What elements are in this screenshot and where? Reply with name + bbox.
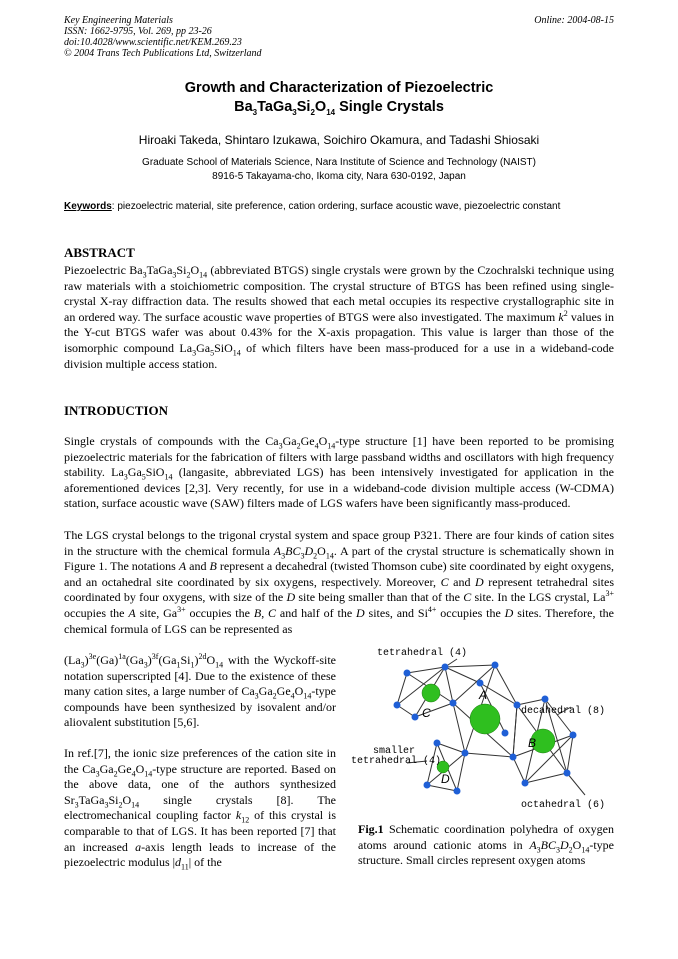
keywords — [64, 200, 614, 213]
introduction-paragraph-1: Single crystals of compounds with the $Ca_3Ga_2Ge_4O_{14}$-type structure [1] have been reported to be promising piezoelectric materials for the fabrication of filters with large passband widths and oscillators with high frequency stability. $La_3Ga_5SiO_{14}$ (langasite, abbreviated LGS) has been intensively investigated for application in the aforementioned devices [2,3]. Very recently, for use in a wideband-code division multiple access (W-CDMA) station, surface acoustic wave (SAW) filters made of LGS wafers have been significantly mass-produced. — [64, 434, 615, 511]
column-paragraph-2: In ref.[7], the ionic size preferences of the cation site in the $Ca_3Ga_2Ge_4O_{14}$-type structure are reported. Based on the above data, one of the authors synthesized $Sr_3TaGa_3Si_2O_{14}$ single crystals [8]. The electromechanical coupling factor $k_{12}$ of this crystal is comparable to that of LGS. It has been reported [7] that an increased a-axis length leads to increase of the piezoelectric modulus $|d_{11}|$ of the — [64, 746, 337, 872]
introduction-paragraph-2: The LGS crystal belongs to the trigonal crystal system and space group P321. There are four kinds of cation sites in the structure with the chemical formula $A_3BC_3D_2O_{14}$. A part of the crystal structure is schematically shown in Figure 1. The notations A and B represent a decahedral (twisted Thomson cube) site coordinated by eight oxygens, and an octahedral site coordinated by six oxygens, respectively. Moreover, C and D represent tetrahedral sites coordinated by four oxygens, with size of the D site being smaller than that of the C site. In the LGS crystal, $La^{3+}$ occupies the A site, $Ga^{3+}$ occupies the B, C and half of the D sites, and $Si^{4+}$ occupies the D sites. Therefore, the chemical formula of LGS can be represented as — [64, 528, 615, 636]
journal-doi: doi:10.4028/www.scientific.net/KEM.269.23 — [64, 37, 242, 48]
column-paragraph-1: $(La_3)^{3e}(Ga)^{1a}(Ga_3)^{3f}(Ga_1Si_1)^{2d}O_{14}$ with the Wyckoff-site notation superscripted [4]. Due to the existence of these many cation sites, a large number of $Ca_3Ga_2Ge_4O_{14}$-type compounds have been synthesized by isovalent and/or aliovalent substitution [5,6]. — [64, 652, 336, 730]
affiliation-line-1: Graduate School of Materials Science, Nara Institute of Science and Technology (NAIST) — [142, 157, 536, 168]
introduction-heading: INTRODUCTION — [64, 403, 169, 418]
figure-1-caption: Fig.1 Schematic coordination polyhedra of oxygen atoms around cationic atoms in $A_3BC_3D_2O_{14}$-type structure. Small circles represent oxygen atoms — [358, 822, 614, 868]
large-atoms — [422, 684, 555, 773]
label-smaller-tetrahedral: tetrahedral (4) — [351, 756, 442, 767]
abstract-body: Piezoelectric $Ba_3TaGa_3Si_2O_{14}$ (abbreviated BTGS) single crystals were grown by the Czochralski technique using raw materials with a stoichiometric composition. The crystal structure of BTGS has been refined using single-crystal X-ray diffraction data. The results showed that each metal occupies its respective crystallographic site in an ordered way. The surface acoustic wave properties of BTGS were also investigated. The maximum $k^2$ values in the Y-cut BTGS wafer was about 0.43% for the X-axis propagation. This value is larger than those of the isomorphic compound $La_3Ga_5SiO_{14}$ of which filters have been mass-produced for a use in a wideband-code division multiple access station. — [64, 263, 615, 371]
figure-1-coordination-polyhedra — [345, 643, 615, 815]
atom-a-site — [470, 704, 500, 734]
label-site-d: D — [441, 772, 450, 786]
journal-header — [64, 15, 262, 59]
label-smaller: smaller — [373, 746, 416, 757]
journal-name: Key Engineering Materials — [64, 15, 173, 26]
title-line-2: $Ba_3TaGa_3Si_2O_{14}$ Single Crystals — [234, 99, 444, 117]
label-tetrahedral: tetrahedral (4) — [377, 648, 468, 659]
label-octahedral: octahedral (6) — [521, 800, 606, 811]
affiliation-line-2: 8916-5 Takayama-cho, Ikoma city, Nara 630-0192, Japan — [212, 171, 466, 182]
keywords-label: Keywords — [64, 201, 112, 212]
label-site-c: C — [422, 706, 431, 720]
label-site-b: B — [528, 736, 537, 750]
affiliation — [64, 156, 614, 184]
journal-issn: ISSN: 1662-9795, Vol. 269, pp 23-26 — [64, 26, 212, 37]
label-site-a: A — [479, 688, 488, 702]
journal-copyright: © 2004 Trans Tech Publications Ltd, Switzerland — [64, 48, 262, 59]
author-list: Hiroaki Takeda, Shintaro Izukawa, Soichiro Okamura, and Tadashi Shiosaki — [138, 133, 540, 147]
label-decahedral: decahedral (8) — [521, 706, 606, 717]
keywords-text: : piezoelectric material, site preference, cation ordering, surface acoustic wave, piezoelectric constant — [111, 201, 561, 212]
online-date: Online: 2004-08-15 — [534, 15, 614, 26]
caption-label: Fig.1 — [358, 822, 384, 836]
paper-title — [64, 79, 614, 117]
atom-c-site — [422, 684, 440, 702]
abstract-heading: ABSTRACT — [64, 245, 135, 260]
title-line-1: Growth and Characterization of Piezoelectric — [184, 80, 494, 96]
